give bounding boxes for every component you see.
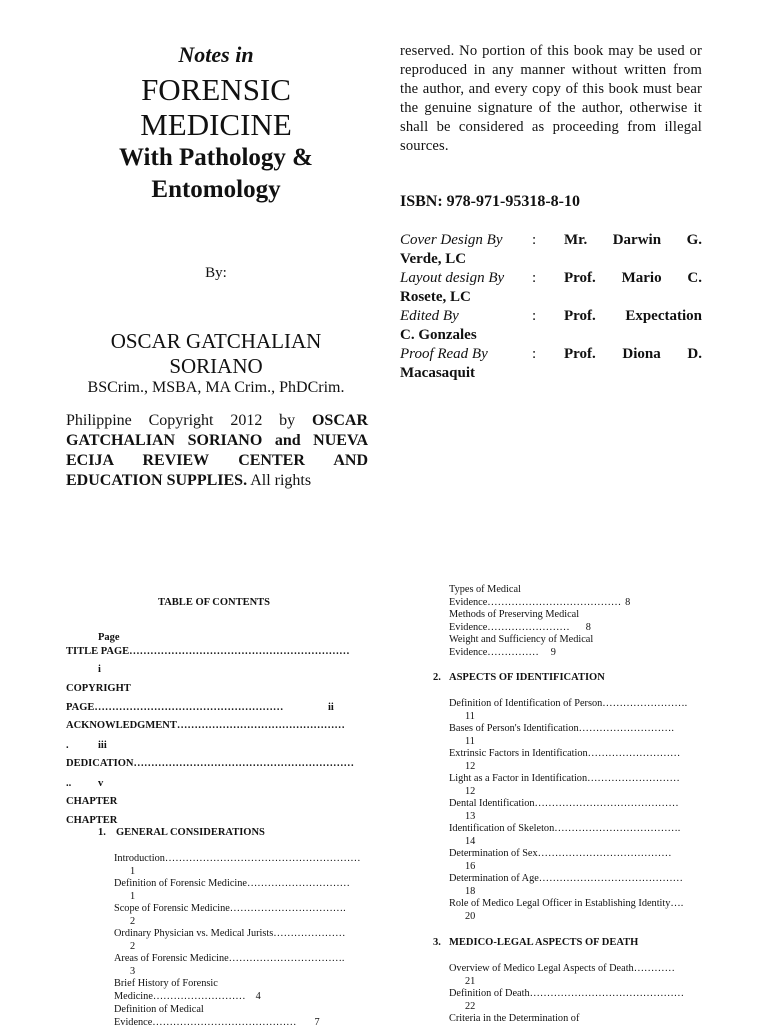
author-degrees: BSCrim., MSBA, MA Crim., PhDCrim. xyxy=(87,379,345,396)
toc-entry: Light as a Factor in Identification……………………… 12 xyxy=(449,773,680,797)
credit-sep: : xyxy=(532,232,537,248)
toc-entry: Role of Medico Legal Officer in Establishing Identity…. 20 xyxy=(449,898,684,922)
credit-proof-read xyxy=(400,345,702,383)
toc-copyright-l2: PAGE……………………………………………… xyxy=(66,702,284,713)
toc-dedication-tail: .. xyxy=(66,778,72,789)
toc-ack-num: iii xyxy=(98,740,107,751)
toc-ch3-num: 3. xyxy=(433,937,441,948)
credit-label: Layout design By xyxy=(400,270,505,286)
credit-title: Prof. xyxy=(564,346,596,362)
author-name-line1: OSCAR GATCHALIAN xyxy=(110,329,322,353)
credit-layout-design xyxy=(400,269,702,307)
toc-page-label: Page xyxy=(98,632,120,643)
credit-initial: C. xyxy=(687,270,702,286)
credit-cover-design xyxy=(400,231,702,269)
credit-label: Proof Read By xyxy=(400,346,488,362)
title-sub-line2: Entomology xyxy=(151,176,281,203)
toc-entry: Determination of Sex………………………………… 16 xyxy=(449,848,672,872)
toc-entry: Methods of Preserving Medical Evidence…………………… 8 xyxy=(449,609,591,633)
toc-entry: Introduction………………………………………………… 1 xyxy=(114,853,361,877)
toc-entry: Areas of Forensic Medicine……………………………. 3 xyxy=(114,953,345,977)
by-label: By: xyxy=(205,265,227,281)
toc-entry: Bases of Person's Identification………………………. 11 xyxy=(449,723,674,747)
toc-acknowledgment: ACKNOWLEDGMENT………………………………………… xyxy=(66,720,345,731)
author-name-line2: SORIANO xyxy=(169,354,263,378)
credit-first: Darwin xyxy=(612,232,662,248)
toc-entry: Extrinsic Factors in Identification……………………… 12 xyxy=(449,748,681,772)
toc-entry: Determination of Age…………………………………… 18 xyxy=(449,873,683,897)
toc-dedication: DEDICATION……………………………………………………… xyxy=(66,758,354,769)
copyright-suffix: All rights xyxy=(247,472,312,489)
credit-label: Edited By xyxy=(400,308,459,324)
copyright-prefix: Philippine Copyright 2012 by xyxy=(66,412,312,429)
toc-copyright-l1: COPYRIGHT xyxy=(66,683,131,694)
credit-name-rest: Rosete, LC xyxy=(400,289,471,305)
title-main-line2: MEDICINE xyxy=(140,107,292,142)
copyright-notice xyxy=(66,411,368,491)
toc-entry: Ordinary Physician vs. Medical Jurists………………… 2 xyxy=(114,928,346,952)
credit-title: Prof. xyxy=(564,270,596,286)
credit-initial: D. xyxy=(687,346,702,362)
credit-label: Cover Design By xyxy=(400,232,503,248)
toc-entry: Definition of Identification of Person……………………. 11 xyxy=(449,698,688,722)
toc-entry: Scope of Forensic Medicine……………………………. 2 xyxy=(114,903,346,927)
toc-ch1-title: GENERAL CONSIDERATIONS xyxy=(116,827,265,838)
credit-initial: G. xyxy=(686,232,702,248)
toc-entry: Weight and Sufficiency of Medical Evidence…………… 9 xyxy=(449,634,594,658)
toc-title-page: TITLE PAGE……………………………………………………… xyxy=(66,646,350,657)
toc-ch2-num: 2. xyxy=(433,672,441,683)
toc-title-page-num: i xyxy=(98,664,101,675)
toc-chapter-label: CHAPTER xyxy=(66,796,118,807)
title-notes-in: Notes in xyxy=(178,42,254,67)
credit-edited-by xyxy=(400,307,702,345)
toc-ch2-title: ASPECTS OF IDENTIFICATION xyxy=(449,672,605,683)
toc-dedication-num: v xyxy=(98,778,104,789)
credit-name-rest: Verde, LC xyxy=(400,251,467,267)
toc-entry: Definition of Forensic Medicine………………………… 1 xyxy=(114,878,350,902)
toc-entry: Types of Medical Evidence………………………………… 8 xyxy=(449,584,631,608)
credit-first: Expectation xyxy=(625,308,702,324)
rights-notice: reserved. No portion of this book may be used or reproduced in any manner without written from the author, and every copy of this book must bear the genuine signature of the author, otherwise it shall be considered as proceeding from illegal sources. xyxy=(400,43,702,154)
toc-ch3-title: MEDICO-LEGAL ASPECTS OF DEATH xyxy=(449,937,639,948)
toc-entry: Definition of Medical Evidence…………………………………… 7 xyxy=(114,1004,320,1028)
credit-sep: : xyxy=(532,346,537,362)
toc-entry: Brief History of Forensic Medicine……………………… 4 xyxy=(114,978,261,1002)
toc-entry: Criteria in the Determination of xyxy=(449,1013,580,1024)
toc-copyright-num: ii xyxy=(328,702,334,713)
credit-first: Mario xyxy=(621,270,662,286)
credit-sep: : xyxy=(532,270,537,286)
copyright-holder: OSCAR GATCHALIAN SORIANO and NUEVA ECIJA REVIEW CENTER AND EDUCATION SUPPLIES. xyxy=(66,412,368,489)
toc-entry: Identification of Skeleton………………………………. 14 xyxy=(449,823,681,847)
toc-chapter-label: CHAPTER xyxy=(66,815,118,826)
toc-heading: TABLE OF CONTENTS xyxy=(158,597,271,608)
credit-title: Prof. xyxy=(564,308,596,324)
credit-title: Mr. xyxy=(564,232,588,248)
isbn: ISBN: 978-971-95318-8-10 xyxy=(400,193,580,210)
credit-name-rest: C. Gonzales xyxy=(400,327,477,343)
toc-entry: Definition of Death……………………………………… 22 xyxy=(449,988,685,1012)
toc-entry: Overview of Medico Legal Aspects of Death………… 21 xyxy=(449,963,675,987)
credit-name-rest: Macasaquit xyxy=(400,365,475,381)
credit-sep: : xyxy=(532,308,537,324)
title-sub-line1: With Pathology & xyxy=(119,144,313,171)
title-main-line1: FORENSIC xyxy=(141,72,291,107)
toc-ch1-num: 1. xyxy=(98,827,106,838)
toc-ack-tail: . xyxy=(66,740,69,751)
toc-entry: Dental Identification…………………………………… 13 xyxy=(449,798,679,822)
credit-first: Diona xyxy=(622,346,661,362)
